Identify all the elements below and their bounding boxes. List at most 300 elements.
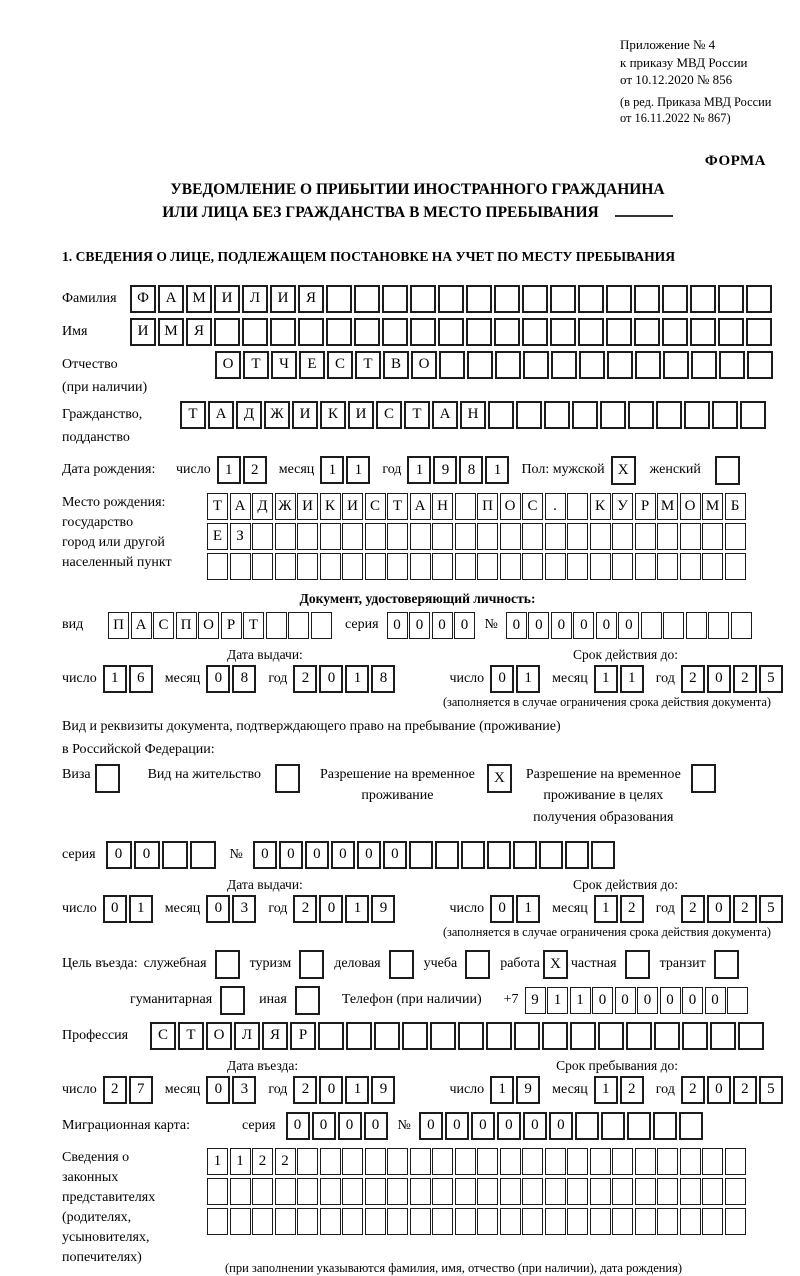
char-cell[interactable]: 0: [305, 841, 329, 869]
char-cell[interactable]: О: [198, 612, 219, 639]
temp-residence-checkbox[interactable]: X: [487, 764, 512, 793]
char-cell[interactable]: [545, 523, 566, 550]
char-cell[interactable]: [634, 285, 660, 313]
char-cell[interactable]: 2: [293, 1076, 317, 1104]
char-cell[interactable]: И: [348, 401, 374, 429]
char-cell[interactable]: [550, 318, 576, 346]
char-cell[interactable]: 2: [681, 895, 705, 923]
char-cell[interactable]: [342, 1178, 363, 1205]
char-cell[interactable]: О: [206, 1022, 232, 1050]
char-cell[interactable]: Т: [207, 493, 228, 520]
residence-permit-checkbox[interactable]: [275, 764, 300, 793]
char-cell[interactable]: [410, 553, 431, 580]
char-cell[interactable]: 0: [551, 612, 572, 639]
char-cell[interactable]: [466, 285, 492, 313]
char-cell[interactable]: К: [320, 493, 341, 520]
char-cell[interactable]: [702, 1208, 723, 1235]
char-cell[interactable]: 2: [103, 1076, 127, 1104]
char-cell[interactable]: [545, 553, 566, 580]
char-cell[interactable]: [662, 285, 688, 313]
char-cell[interactable]: [207, 553, 228, 580]
char-cell[interactable]: 2: [620, 895, 644, 923]
char-cell[interactable]: [626, 1022, 652, 1050]
char-cell[interactable]: [539, 841, 563, 869]
char-cell[interactable]: [326, 318, 352, 346]
char-cell[interactable]: [635, 553, 656, 580]
char-cell[interactable]: [230, 553, 251, 580]
char-cell[interactable]: [522, 1178, 543, 1205]
char-cell[interactable]: И: [292, 401, 318, 429]
char-cell[interactable]: 1: [207, 1148, 228, 1175]
char-cell[interactable]: [746, 285, 772, 313]
char-cell[interactable]: 1: [570, 987, 591, 1014]
char-cell[interactable]: [657, 523, 678, 550]
char-cell[interactable]: [455, 1178, 476, 1205]
char-cell[interactable]: 2: [293, 665, 317, 693]
char-cell[interactable]: 2: [252, 1148, 273, 1175]
char-cell[interactable]: Е: [299, 351, 325, 379]
char-cell[interactable]: [653, 1112, 677, 1140]
char-cell[interactable]: Н: [432, 493, 453, 520]
char-cell[interactable]: С: [327, 351, 353, 379]
char-cell[interactable]: С: [522, 493, 543, 520]
char-cell[interactable]: [590, 1148, 611, 1175]
char-cell[interactable]: [387, 553, 408, 580]
purpose-study-checkbox[interactable]: [465, 950, 490, 979]
char-cell[interactable]: [342, 1148, 363, 1175]
char-cell[interactable]: [275, 553, 296, 580]
char-cell[interactable]: [690, 318, 716, 346]
char-cell[interactable]: [607, 351, 633, 379]
char-cell[interactable]: 2: [733, 665, 757, 693]
char-cell[interactable]: 0: [312, 1112, 336, 1140]
char-cell[interactable]: [600, 401, 626, 429]
char-cell[interactable]: [682, 1022, 708, 1050]
char-cell[interactable]: 0: [490, 665, 514, 693]
char-cell[interactable]: [387, 1148, 408, 1175]
char-cell[interactable]: [590, 1178, 611, 1205]
char-cell[interactable]: [514, 1022, 540, 1050]
char-cell[interactable]: [590, 1208, 611, 1235]
char-cell[interactable]: Д: [252, 493, 273, 520]
char-cell[interactable]: 8: [371, 665, 395, 693]
char-cell[interactable]: 0: [523, 1112, 547, 1140]
char-cell[interactable]: [494, 318, 520, 346]
char-cell[interactable]: [702, 1148, 723, 1175]
char-cell[interactable]: 0: [445, 1112, 469, 1140]
char-cell[interactable]: О: [500, 493, 521, 520]
char-cell[interactable]: [567, 553, 588, 580]
sex-female-checkbox[interactable]: [715, 456, 740, 485]
char-cell[interactable]: [432, 1208, 453, 1235]
char-cell[interactable]: [320, 1208, 341, 1235]
char-cell[interactable]: [710, 1022, 736, 1050]
char-cell[interactable]: 1: [129, 895, 153, 923]
char-cell[interactable]: 3: [232, 895, 256, 923]
char-cell[interactable]: 8: [232, 665, 256, 693]
char-cell[interactable]: 5: [759, 1076, 783, 1104]
char-cell[interactable]: [252, 523, 273, 550]
char-cell[interactable]: [500, 1148, 521, 1175]
char-cell[interactable]: З: [230, 523, 251, 550]
char-cell[interactable]: 1: [103, 665, 127, 693]
char-cell[interactable]: [342, 1208, 363, 1235]
char-cell[interactable]: [545, 1178, 566, 1205]
char-cell[interactable]: [410, 318, 436, 346]
char-cell[interactable]: М: [657, 493, 678, 520]
char-cell[interactable]: [438, 285, 464, 313]
char-cell[interactable]: [567, 1208, 588, 1235]
char-cell[interactable]: [690, 285, 716, 313]
char-cell[interactable]: [252, 553, 273, 580]
char-cell[interactable]: [635, 1208, 656, 1235]
char-cell[interactable]: 0: [618, 612, 639, 639]
char-cell[interactable]: [252, 1178, 273, 1205]
char-cell[interactable]: [662, 318, 688, 346]
char-cell[interactable]: [679, 1112, 703, 1140]
char-cell[interactable]: [567, 493, 588, 520]
char-cell[interactable]: 0: [660, 987, 681, 1014]
char-cell[interactable]: О: [411, 351, 437, 379]
char-cell[interactable]: П: [176, 612, 197, 639]
char-cell[interactable]: [522, 1148, 543, 1175]
char-cell[interactable]: 1: [217, 456, 241, 484]
char-cell[interactable]: [567, 1148, 588, 1175]
char-cell[interactable]: [275, 1178, 296, 1205]
char-cell[interactable]: [684, 401, 710, 429]
char-cell[interactable]: [342, 523, 363, 550]
char-cell[interactable]: О: [215, 351, 241, 379]
char-cell[interactable]: М: [158, 318, 184, 346]
char-cell[interactable]: 1: [407, 456, 431, 484]
char-cell[interactable]: 0: [279, 841, 303, 869]
char-cell[interactable]: П: [477, 493, 498, 520]
char-cell[interactable]: [545, 1148, 566, 1175]
char-cell[interactable]: И: [270, 285, 296, 313]
char-cell[interactable]: 0: [707, 895, 731, 923]
char-cell[interactable]: [438, 318, 464, 346]
char-cell[interactable]: [702, 523, 723, 550]
char-cell[interactable]: [500, 553, 521, 580]
char-cell[interactable]: [544, 401, 570, 429]
char-cell[interactable]: Т: [355, 351, 381, 379]
char-cell[interactable]: [523, 351, 549, 379]
char-cell[interactable]: [635, 351, 661, 379]
char-cell[interactable]: 1: [346, 456, 370, 484]
char-cell[interactable]: [387, 1178, 408, 1205]
char-cell[interactable]: 2: [733, 1076, 757, 1104]
char-cell[interactable]: А: [131, 612, 152, 639]
char-cell[interactable]: [606, 318, 632, 346]
char-cell[interactable]: .: [545, 493, 566, 520]
char-cell[interactable]: [410, 1178, 431, 1205]
char-cell[interactable]: Ч: [271, 351, 297, 379]
char-cell[interactable]: Ж: [275, 493, 296, 520]
char-cell[interactable]: Л: [234, 1022, 260, 1050]
char-cell[interactable]: 1: [320, 456, 344, 484]
char-cell[interactable]: [545, 1208, 566, 1235]
char-cell[interactable]: [270, 318, 296, 346]
char-cell[interactable]: [410, 1208, 431, 1235]
char-cell[interactable]: [612, 523, 633, 550]
char-cell[interactable]: [702, 1178, 723, 1205]
char-cell[interactable]: [382, 285, 408, 313]
char-cell[interactable]: 1: [594, 1076, 618, 1104]
char-cell[interactable]: [740, 401, 766, 429]
char-cell[interactable]: 0: [286, 1112, 310, 1140]
char-cell[interactable]: 6: [129, 665, 153, 693]
char-cell[interactable]: [365, 1178, 386, 1205]
char-cell[interactable]: [680, 1178, 701, 1205]
char-cell[interactable]: [432, 523, 453, 550]
char-cell[interactable]: [691, 351, 717, 379]
purpose-other-checkbox[interactable]: [295, 986, 320, 1015]
char-cell[interactable]: Ж: [264, 401, 290, 429]
char-cell[interactable]: М: [186, 285, 212, 313]
char-cell[interactable]: 0: [549, 1112, 573, 1140]
char-cell[interactable]: [410, 1148, 431, 1175]
char-cell[interactable]: [725, 523, 746, 550]
char-cell[interactable]: [522, 285, 548, 313]
char-cell[interactable]: 0: [497, 1112, 521, 1140]
char-cell[interactable]: 0: [206, 895, 230, 923]
char-cell[interactable]: [718, 285, 744, 313]
char-cell[interactable]: [488, 401, 514, 429]
char-cell[interactable]: [432, 1178, 453, 1205]
char-cell[interactable]: 9: [371, 1076, 395, 1104]
char-cell[interactable]: [551, 351, 577, 379]
char-cell[interactable]: [708, 612, 729, 639]
char-cell[interactable]: В: [383, 351, 409, 379]
char-cell[interactable]: [410, 523, 431, 550]
char-cell[interactable]: 0: [528, 612, 549, 639]
char-cell[interactable]: [318, 1022, 344, 1050]
char-cell[interactable]: Ф: [130, 285, 156, 313]
char-cell[interactable]: [731, 612, 752, 639]
char-cell[interactable]: А: [410, 493, 431, 520]
char-cell[interactable]: [365, 1148, 386, 1175]
char-cell[interactable]: [522, 523, 543, 550]
char-cell[interactable]: Я: [298, 285, 324, 313]
char-cell[interactable]: [657, 1178, 678, 1205]
char-cell[interactable]: [738, 1022, 764, 1050]
char-cell[interactable]: [725, 1178, 746, 1205]
purpose-humanitarian-checkbox[interactable]: [220, 986, 245, 1015]
char-cell[interactable]: [747, 351, 773, 379]
char-cell[interactable]: Б: [725, 493, 746, 520]
char-cell[interactable]: 1: [516, 665, 540, 693]
char-cell[interactable]: [656, 401, 682, 429]
char-cell[interactable]: А: [230, 493, 251, 520]
char-cell[interactable]: 0: [206, 1076, 230, 1104]
char-cell[interactable]: [374, 1022, 400, 1050]
char-cell[interactable]: [477, 1208, 498, 1235]
char-cell[interactable]: [409, 841, 433, 869]
char-cell[interactable]: [612, 553, 633, 580]
char-cell[interactable]: [320, 1148, 341, 1175]
char-cell[interactable]: 0: [319, 665, 343, 693]
char-cell[interactable]: 0: [592, 987, 613, 1014]
char-cell[interactable]: 9: [371, 895, 395, 923]
char-cell[interactable]: С: [365, 493, 386, 520]
char-cell[interactable]: [387, 1208, 408, 1235]
char-cell[interactable]: [297, 1208, 318, 1235]
char-cell[interactable]: [601, 1112, 625, 1140]
char-cell[interactable]: [522, 553, 543, 580]
char-cell[interactable]: [487, 841, 511, 869]
char-cell[interactable]: [627, 1112, 651, 1140]
char-cell[interactable]: [346, 1022, 372, 1050]
char-cell[interactable]: Т: [178, 1022, 204, 1050]
char-cell[interactable]: 2: [275, 1148, 296, 1175]
char-cell[interactable]: И: [297, 493, 318, 520]
char-cell[interactable]: [230, 1178, 251, 1205]
char-cell[interactable]: 1: [230, 1148, 251, 1175]
char-cell[interactable]: [455, 1208, 476, 1235]
char-cell[interactable]: [326, 285, 352, 313]
char-cell[interactable]: [467, 351, 493, 379]
char-cell[interactable]: [680, 1208, 701, 1235]
char-cell[interactable]: [657, 1208, 678, 1235]
char-cell[interactable]: 0: [506, 612, 527, 639]
char-cell[interactable]: 0: [357, 841, 381, 869]
char-cell[interactable]: [522, 318, 548, 346]
char-cell[interactable]: А: [432, 401, 458, 429]
char-cell[interactable]: 0: [364, 1112, 388, 1140]
purpose-official-checkbox[interactable]: [215, 950, 240, 979]
char-cell[interactable]: [266, 612, 287, 639]
char-cell[interactable]: [365, 523, 386, 550]
char-cell[interactable]: [725, 1148, 746, 1175]
char-cell[interactable]: [570, 1022, 596, 1050]
char-cell[interactable]: [579, 351, 605, 379]
char-cell[interactable]: [500, 1208, 521, 1235]
char-cell[interactable]: [565, 841, 589, 869]
char-cell[interactable]: К: [320, 401, 346, 429]
char-cell[interactable]: [320, 523, 341, 550]
char-cell[interactable]: 1: [490, 1076, 514, 1104]
char-cell[interactable]: 7: [129, 1076, 153, 1104]
char-cell[interactable]: 0: [490, 895, 514, 923]
char-cell[interactable]: [578, 318, 604, 346]
char-cell[interactable]: 1: [594, 895, 618, 923]
char-cell[interactable]: [461, 841, 485, 869]
char-cell[interactable]: [612, 1148, 633, 1175]
char-cell[interactable]: [162, 841, 188, 869]
char-cell[interactable]: [432, 1148, 453, 1175]
char-cell[interactable]: [719, 351, 745, 379]
char-cell[interactable]: 0: [432, 612, 453, 639]
char-cell[interactable]: [542, 1022, 568, 1050]
char-cell[interactable]: [297, 1148, 318, 1175]
char-cell[interactable]: 0: [409, 612, 430, 639]
char-cell[interactable]: [590, 553, 611, 580]
purpose-work-checkbox[interactable]: X: [543, 950, 568, 979]
char-cell[interactable]: [477, 523, 498, 550]
char-cell[interactable]: 0: [253, 841, 277, 869]
char-cell[interactable]: [298, 318, 324, 346]
char-cell[interactable]: [230, 1208, 251, 1235]
char-cell[interactable]: [680, 1148, 701, 1175]
char-cell[interactable]: Н: [460, 401, 486, 429]
char-cell[interactable]: Я: [186, 318, 212, 346]
char-cell[interactable]: [455, 523, 476, 550]
char-cell[interactable]: Е: [207, 523, 228, 550]
char-cell[interactable]: 5: [759, 895, 783, 923]
char-cell[interactable]: [402, 1022, 428, 1050]
char-cell[interactable]: [575, 1112, 599, 1140]
purpose-business-checkbox[interactable]: [389, 950, 414, 979]
char-cell[interactable]: [458, 1022, 484, 1050]
char-cell[interactable]: 1: [345, 895, 369, 923]
char-cell[interactable]: [635, 1148, 656, 1175]
char-cell[interactable]: [297, 1178, 318, 1205]
char-cell[interactable]: 0: [637, 987, 658, 1014]
char-cell[interactable]: [591, 841, 615, 869]
char-cell[interactable]: [702, 553, 723, 580]
char-cell[interactable]: 0: [103, 895, 127, 923]
char-cell[interactable]: О: [680, 493, 701, 520]
char-cell[interactable]: [663, 612, 684, 639]
char-cell[interactable]: С: [153, 612, 174, 639]
char-cell[interactable]: [550, 285, 576, 313]
char-cell[interactable]: С: [150, 1022, 176, 1050]
char-cell[interactable]: [635, 523, 656, 550]
char-cell[interactable]: Т: [180, 401, 206, 429]
char-cell[interactable]: И: [214, 285, 240, 313]
char-cell[interactable]: [598, 1022, 624, 1050]
char-cell[interactable]: [320, 1178, 341, 1205]
char-cell[interactable]: [522, 1208, 543, 1235]
char-cell[interactable]: 0: [106, 841, 132, 869]
char-cell[interactable]: 5: [759, 665, 783, 693]
visa-checkbox[interactable]: [95, 764, 120, 793]
char-cell[interactable]: 0: [682, 987, 703, 1014]
char-cell[interactable]: 0: [707, 665, 731, 693]
purpose-private-checkbox[interactable]: [625, 950, 650, 979]
char-cell[interactable]: [275, 523, 296, 550]
sex-male-checkbox[interactable]: X: [611, 456, 636, 485]
char-cell[interactable]: [712, 401, 738, 429]
char-cell[interactable]: [275, 1208, 296, 1235]
char-cell[interactable]: 0: [383, 841, 407, 869]
char-cell[interactable]: И: [342, 493, 363, 520]
char-cell[interactable]: 0: [419, 1112, 443, 1140]
purpose-tourism-checkbox[interactable]: [299, 950, 324, 979]
char-cell[interactable]: [455, 1148, 476, 1175]
char-cell[interactable]: [455, 553, 476, 580]
char-cell[interactable]: [746, 318, 772, 346]
char-cell[interactable]: 1: [345, 665, 369, 693]
char-cell[interactable]: 1: [594, 665, 618, 693]
char-cell[interactable]: 0: [705, 987, 726, 1014]
char-cell[interactable]: [432, 553, 453, 580]
char-cell[interactable]: [578, 285, 604, 313]
char-cell[interactable]: 3: [232, 1076, 256, 1104]
char-cell[interactable]: [495, 351, 521, 379]
char-cell[interactable]: [516, 401, 542, 429]
char-cell[interactable]: 0: [331, 841, 355, 869]
char-cell[interactable]: [387, 523, 408, 550]
char-cell[interactable]: 1: [345, 1076, 369, 1104]
char-cell[interactable]: Т: [243, 612, 264, 639]
char-cell[interactable]: [365, 1208, 386, 1235]
char-cell[interactable]: [567, 523, 588, 550]
char-cell[interactable]: А: [158, 285, 184, 313]
char-cell[interactable]: [242, 318, 268, 346]
char-cell[interactable]: 0: [387, 612, 408, 639]
char-cell[interactable]: [612, 1208, 633, 1235]
